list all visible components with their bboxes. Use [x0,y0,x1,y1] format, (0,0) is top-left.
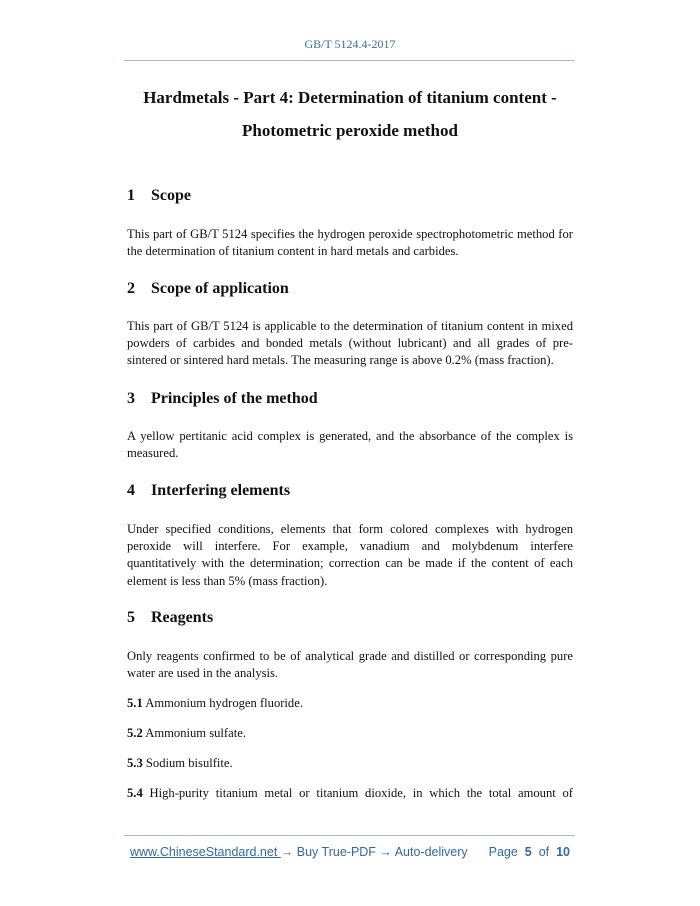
section-heading [127,390,318,408]
paragraph-line: Only reagents confirmed to be of analytical grade and distilled or corresponding pure [127,649,573,663]
paragraph-line: A yellow pertitanic acid complex is generated, and the absorbance of the complex is [127,429,573,443]
page-number: 5 [524,845,532,859]
website-link[interactable]: www.ChineseStandard.net [130,845,281,859]
reagent-item [127,695,573,712]
section-heading [127,280,289,298]
section-paragraph [127,428,573,462]
section-paragraph [127,226,573,260]
reagent-line [127,785,573,802]
reagent-number: 5.3 [127,756,143,770]
of-label: of [538,845,550,859]
arrow-icon: → [280,845,294,859]
reagent-line [127,755,573,772]
delivery-text: Auto-delivery [391,845,468,859]
paragraph-line: powders of carbides and bonded metals (without lubricant) and all grades of pre- [127,336,573,351]
document-title-line1: Hardmetals - Part 4: Determination of titanium content - [143,88,557,107]
page-indicator [489,845,570,859]
reagent-line [127,725,573,742]
page-label: Page [488,845,518,859]
paragraph-line: element is less than 5% (mass fraction). [127,573,328,588]
section-number: 2 [127,280,135,297]
reagent-number: 5.1 [127,696,143,710]
section-number: 3 [127,390,135,407]
paragraph-line: measured. [127,446,179,461]
section-number: 4 [127,482,135,499]
paragraph-line: This part of GB/T 5124 is applicable to the determination of titanium content in mixed [127,319,573,333]
reagent-number: 5.4 [127,786,143,800]
section-paragraph [127,648,573,682]
reagent-line [127,695,573,712]
reagent-item [127,755,573,772]
section-heading [127,609,213,627]
document-title-line2: Photometric peroxide method [242,121,458,140]
section-title: Reagents [151,609,214,626]
footer-rule [124,835,575,836]
section-heading [127,482,290,500]
buy-text: Buy True-PDF [293,845,380,859]
section-title: Principles of the method [151,390,318,407]
reagent-item [127,725,573,742]
reagent-text: High-purity titanium metal or titanium dioxide, in which the total amount of [149,786,574,800]
page-total: 10 [556,845,570,859]
reagent-text: Ammonium hydrogen fluoride. [145,696,303,710]
paragraph-line: the determination of titanium content in hard metals and carbides. [127,244,459,259]
reagent-text: Ammonium sulfate. [145,726,246,740]
reagent-text: Sodium bisulfite. [145,756,233,770]
footer [130,845,570,859]
section-heading [127,187,191,205]
document-code-header: GB/T 5124.4-2017 [304,37,396,51]
paragraph-line: water are used in the analysis. [127,666,279,681]
section-paragraph [127,318,573,370]
section-title: Interfering elements [151,482,291,499]
paragraph-line: Under specified conditions, elements that form colored complexes with hydrogen [127,522,573,536]
arrow-icon: → [379,845,392,859]
section-number: 5 [127,609,135,626]
paragraph-line: peroxide will interfere. For example, vanadium and molybdenum interfere [127,539,573,554]
paragraph-line: quantitatively with the determination; correction can be made if the content of each [127,556,573,571]
reagent-item [127,785,573,802]
section-paragraph [127,521,573,590]
reagent-number: 5.2 [127,726,143,740]
paragraph-line: sintered or sintered hard metals. The measuring range is above 0.2% (mass fraction). [127,353,554,368]
section-title: Scope of application [151,280,289,297]
header-rule [124,60,575,61]
paragraph-line: This part of GB/T 5124 specifies the hydrogen peroxide spectrophotometric method for [127,227,573,241]
section-number: 1 [127,187,135,204]
section-title: Scope [151,187,191,204]
